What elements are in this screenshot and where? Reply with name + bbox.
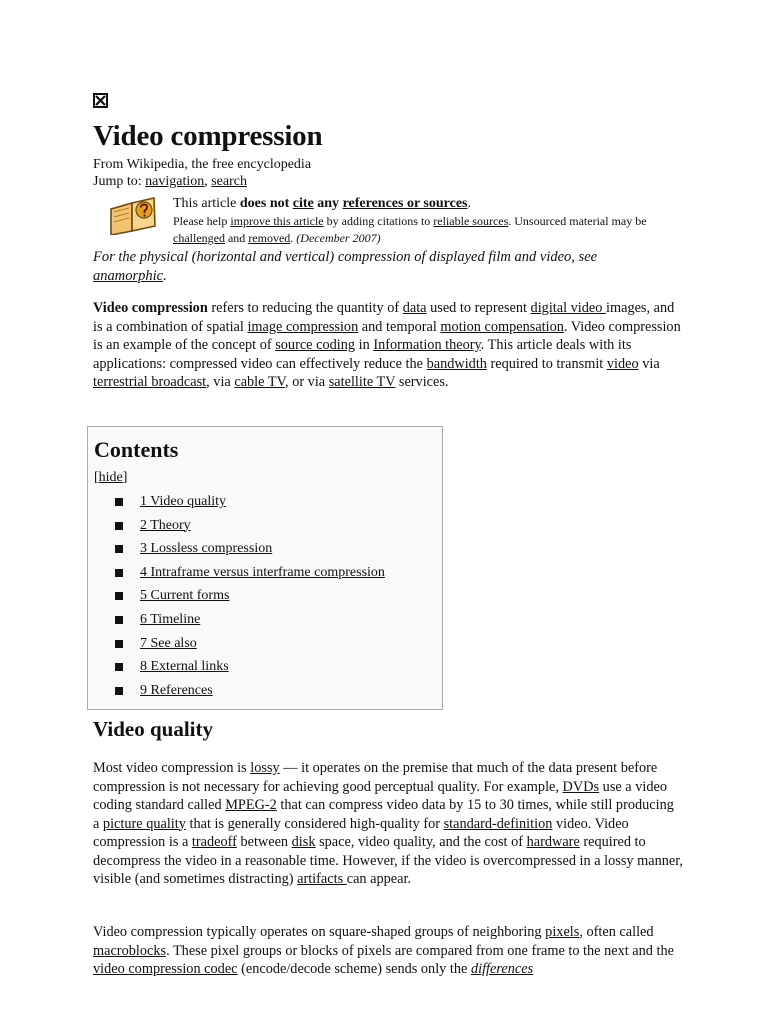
bullet-icon <box>115 640 123 648</box>
toc-link[interactable]: 9 References <box>140 682 213 698</box>
toc-title: Contents <box>94 437 179 462</box>
differences-link[interactable]: differences <box>470 961 534 977</box>
toc-hide-link[interactable]: hide <box>98 470 123 485</box>
toc-item <box>115 682 385 706</box>
intro-paragraph: Video compression refers to reducing the quantity of data used to represent digital video images, and is a combination of spatial image compression and temporal motion compensation. Video compression is an example of the concept of source coding in Information theory. This article deals with its applications: compressed video can effectively reduce the bandwidth required to transmit video via terrestrial broadcast, via cable TV, or via satellite TV services. <box>93 300 681 390</box>
notice-bold-2: any <box>313 196 343 211</box>
hatnote-end: . <box>163 267 167 284</box>
tradeoff-link[interactable]: tradeoff <box>191 834 237 850</box>
bullet-icon <box>115 687 123 695</box>
toc-link[interactable]: 6 Timeline <box>140 611 201 627</box>
jump-search-link[interactable]: search <box>211 174 247 189</box>
bullet-icon <box>115 522 123 530</box>
picture-quality-link[interactable]: picture quality <box>102 815 186 832</box>
toc-item <box>115 493 385 517</box>
source-coding-link[interactable]: source coding <box>275 337 356 353</box>
reliable-sources-link[interactable]: reliable sources <box>433 214 509 228</box>
toc-item <box>115 611 385 635</box>
video-link[interactable]: video <box>606 355 639 372</box>
anamorphic-link[interactable]: anamorphic <box>93 267 164 284</box>
toc-link[interactable]: 4 Intraframe versus interframe compression <box>140 564 385 580</box>
terrestrial-broadcast-link[interactable]: terrestrial broadcast <box>93 374 207 390</box>
standard-definition-link[interactable]: standard-definition <box>443 815 553 832</box>
jump-sep: , <box>204 174 212 189</box>
pixels-link[interactable]: pixels <box>545 924 580 940</box>
hatnote <box>93 248 653 285</box>
intro-bold-term: Video compression <box>93 300 208 316</box>
video-quality-paragraph-1: Most video compression is lossy — it operates on the premise that much of the data present before compression is not necessary for achieving good perceptual quality. For example, DVDs use a video coding standard called MPEG-2 that can compress video data by 15 to 30 times, while still producing a picture quality that is generally considered high-quality for standard-definition video. Video compression is a tradeoff between disk space, video quality, and the cost of hardware required to decompress the video in a reasonable time. However, if the video is overcompressed in a lossy manner, visible (and sometimes distracting) artifacts can appear. <box>93 760 684 887</box>
references-sources-link[interactable]: references or sources <box>342 196 468 211</box>
macroblocks-link[interactable]: macroblocks <box>93 942 167 959</box>
section-heading-video-quality: Video quality <box>93 717 213 741</box>
notice-text-3: . Unsourced material may be <box>508 214 647 228</box>
digital-video-link[interactable]: digital video <box>530 300 606 316</box>
toc-list <box>115 493 385 705</box>
close-x-icon[interactable] <box>93 93 108 108</box>
data-link[interactable]: data <box>402 300 427 316</box>
notice-text-4: and <box>224 231 249 245</box>
toc-item <box>115 540 385 564</box>
mpeg-2-link[interactable]: MPEG-2 <box>225 797 277 813</box>
toc-link[interactable]: 7 See also <box>140 635 197 651</box>
notice-date: (December 2007) <box>296 231 381 245</box>
toc-link[interactable]: 1 Video quality <box>140 494 227 509</box>
disk-link[interactable]: disk <box>291 834 316 850</box>
improve-article-link[interactable]: improve this article <box>230 214 324 228</box>
toc-link[interactable]: 8 External links <box>140 659 229 675</box>
notice-line-2 <box>173 213 693 247</box>
toc-hide-toggle: [hide] <box>94 470 128 485</box>
information-theory-link[interactable]: Information theory <box>373 337 481 353</box>
notice-text-2: by adding citations to <box>323 214 434 228</box>
bullet-icon <box>115 616 123 624</box>
hardware-link[interactable]: hardware <box>526 834 580 850</box>
hatnote-text: For the physical (horizontal and vertical) compression of displayed film and video, see <box>93 249 598 265</box>
bandwidth-link[interactable]: bandwidth <box>426 355 487 372</box>
jump-navigation-link[interactable]: navigation <box>145 174 205 189</box>
motion-compensation-link[interactable]: motion compensation <box>440 318 564 335</box>
table-of-contents <box>87 426 443 710</box>
bullet-icon <box>115 498 123 506</box>
bullet-icon <box>115 663 123 671</box>
bullet-icon <box>115 569 123 577</box>
cite-link[interactable]: cite <box>292 196 314 211</box>
removed-link[interactable]: removed <box>248 231 291 245</box>
lossy-link[interactable]: lossy <box>250 760 280 776</box>
jump-links <box>93 174 247 190</box>
artifacts-link[interactable]: artifacts <box>297 871 347 887</box>
dvds-link[interactable]: DVDs <box>562 778 600 795</box>
notice-text: This article <box>173 196 240 211</box>
video-quality-paragraph-2: Video compression typically operates on square-shaped groups of neighboring pixels, often called macroblocks. These pixel groups or blocks of pixels are compared from one frame to the next and the video compression codec (encode/decode scheme) sends only the differences <box>93 924 674 977</box>
toc-item <box>115 635 385 659</box>
tagline: From Wikipedia, the free encyclopedia <box>93 157 312 172</box>
page-title: Video compression <box>93 120 323 152</box>
toc-link[interactable]: 5 Current forms <box>140 588 230 604</box>
toc-item <box>115 587 385 611</box>
notice-line-1 <box>173 195 693 213</box>
satellite-tv-link[interactable]: satellite TV <box>328 374 396 390</box>
toc-item <box>115 517 385 541</box>
bullet-icon <box>115 592 123 600</box>
image-compression-link[interactable]: image compression <box>247 318 359 335</box>
challenged-link[interactable]: challenged <box>173 231 225 245</box>
question-book-icon <box>108 195 158 235</box>
toc-item <box>115 658 385 682</box>
notice-bold: does not <box>239 196 293 211</box>
toc-link[interactable]: 3 Lossless compression <box>140 541 273 557</box>
notice-text-5: . <box>290 231 297 245</box>
bullet-icon <box>115 545 123 553</box>
jump-prefix: Jump to: <box>93 174 146 189</box>
notice-help-text: Please help <box>173 214 231 228</box>
notice-period: . <box>467 196 471 211</box>
toc-item <box>115 564 385 588</box>
close-glyph <box>95 95 106 106</box>
video-compression-codec-link[interactable]: video compression codec <box>93 961 238 977</box>
toc-link[interactable]: 2 Theory <box>140 517 191 533</box>
cable-tv-link[interactable]: cable TV <box>234 374 286 390</box>
